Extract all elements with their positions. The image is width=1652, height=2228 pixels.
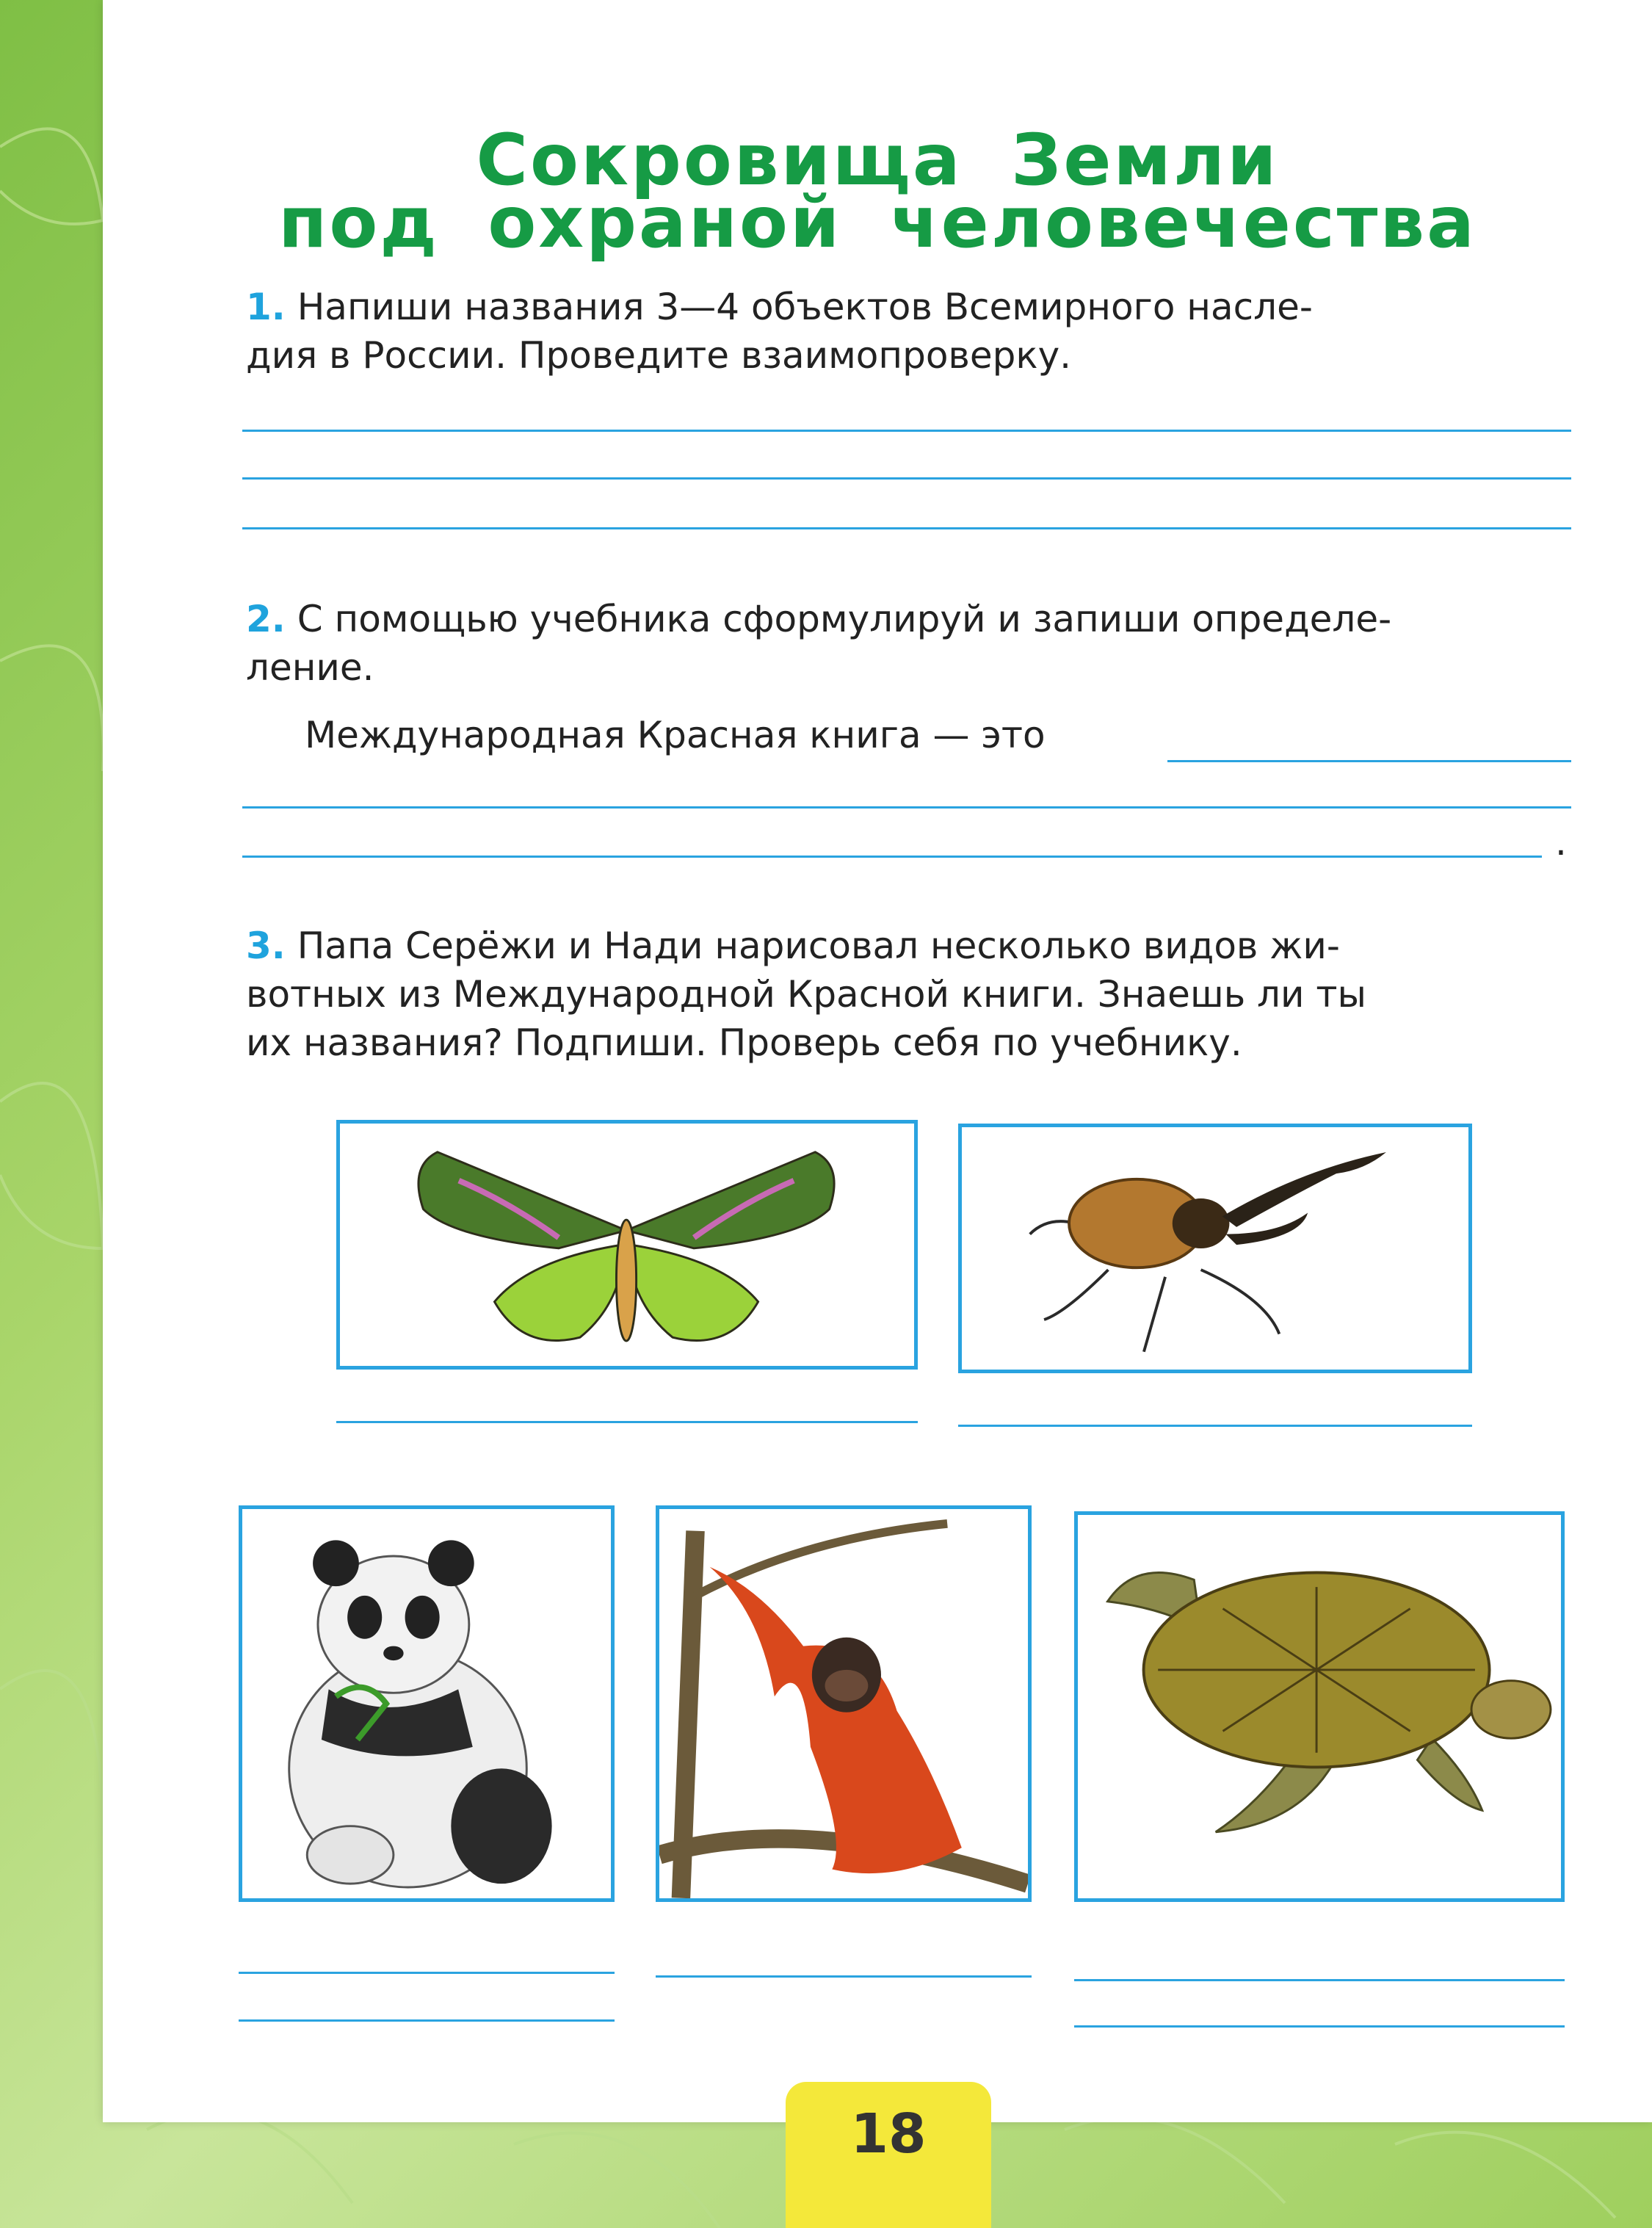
answer-line[interactable] <box>242 430 1571 432</box>
panda-picture-box <box>239 1505 615 1902</box>
task3-number: 3. <box>246 925 286 967</box>
task3-line3: их названия? Подпиши. Проверь себя по учебнику. <box>246 1021 1242 1064</box>
page-number-tab <box>786 2082 991 2228</box>
beetle-icon <box>962 1127 1468 1370</box>
task3-line1: Папа Серёжи и Нади нарисовал несколько видов жи- <box>297 925 1340 967</box>
page-title-line1: Сокровища Земли <box>476 119 1279 201</box>
animal-name-line[interactable] <box>958 1425 1472 1427</box>
animal-name-line[interactable] <box>1074 2025 1565 2028</box>
turtle-icon <box>1078 1515 1561 1898</box>
task2-text <box>246 595 1575 692</box>
task2-line2: ление. <box>246 646 374 689</box>
panda-icon <box>242 1509 611 1898</box>
definition-line[interactable] <box>1167 760 1571 762</box>
butterfly-picture-box <box>336 1120 918 1370</box>
page-title-line2: под охраной человечества <box>278 181 1477 264</box>
animal-name-line[interactable] <box>336 1421 918 1423</box>
beetle-picture-box <box>958 1124 1472 1373</box>
animal-name-line[interactable] <box>239 2019 615 2022</box>
orangutan-picture-box <box>656 1505 1032 1902</box>
task1-number: 1. <box>246 286 286 328</box>
task2-number: 2. <box>246 598 286 640</box>
task2-prompt: Международная Красная книга — это <box>305 714 1046 756</box>
animal-name-line[interactable] <box>1074 1979 1565 1981</box>
turtle-picture-box <box>1074 1511 1565 1902</box>
task3-text <box>246 922 1575 1067</box>
answer-line[interactable] <box>242 477 1571 480</box>
task1-text <box>246 283 1575 380</box>
definition-line[interactable] <box>242 806 1571 809</box>
animal-name-line[interactable] <box>239 1972 615 1974</box>
butterfly-icon <box>340 1124 914 1366</box>
page-number: 18 <box>850 2102 927 2166</box>
task1-line1: Напиши названия 3—4 объектов Всемирного насле- <box>297 286 1313 328</box>
task3-line2: вотных из Международной Красной книги. Знаешь ли ты <box>246 973 1367 1016</box>
task2-line1: С помощью учебника сформулируй и запиши определе- <box>297 598 1392 640</box>
orangutan-icon <box>659 1509 1028 1898</box>
animal-name-line[interactable] <box>656 1975 1032 1978</box>
task1-line2: дия в России. Проведите взаимопроверку. <box>246 334 1072 377</box>
end-period: . <box>1555 821 1567 864</box>
answer-line[interactable] <box>242 527 1571 529</box>
definition-line[interactable] <box>242 856 1542 858</box>
